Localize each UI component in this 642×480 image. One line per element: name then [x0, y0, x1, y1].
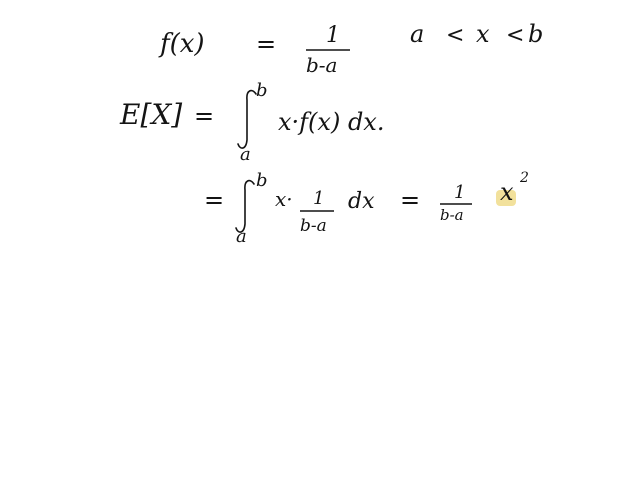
pdf-numerator: 1 — [326, 23, 340, 48]
evaluation-equals-2: = — [400, 186, 421, 214]
expectation-evaluation-line — [204, 170, 529, 247]
support-a: a — [410, 20, 425, 48]
evaluation-x-dot: x· — [275, 187, 293, 211]
integral-lower-limit-2: a — [236, 226, 247, 247]
pdf-definition-line — [158, 20, 543, 77]
expectation-lhs: E[X] — [120, 98, 183, 131]
support-less-than-1: < — [446, 23, 465, 48]
support-b: b — [528, 20, 544, 48]
evaluation-equals-1: = — [204, 186, 225, 214]
integral-sign — [238, 91, 256, 148]
pdf-equals: = — [256, 30, 277, 58]
pdf-denominator: b-a — [306, 53, 338, 77]
support-x: x — [476, 20, 490, 48]
evaluation-denominator: b-a — [300, 216, 327, 236]
evaluation-dx: dx — [348, 189, 375, 214]
integral-lower-limit: a — [240, 144, 251, 165]
expectation-definition-line — [119, 80, 384, 165]
expectation-integrand: x·f(x) dx. — [278, 108, 385, 136]
expectation-equals: = — [194, 102, 215, 130]
support-less-than-2: < — [506, 23, 525, 48]
evaluation-numerator: 1 — [313, 188, 325, 209]
result-numerator: 1 — [454, 182, 466, 203]
result-denominator: b-a — [440, 206, 464, 224]
pdf-lhs: f(x) — [160, 29, 205, 59]
integral-upper-limit: b — [256, 80, 268, 101]
result-exponent: 2 — [520, 170, 529, 186]
integral-upper-limit-2: b — [256, 170, 268, 191]
integral-sign-2 — [236, 181, 254, 232]
result-x: x — [500, 178, 514, 206]
